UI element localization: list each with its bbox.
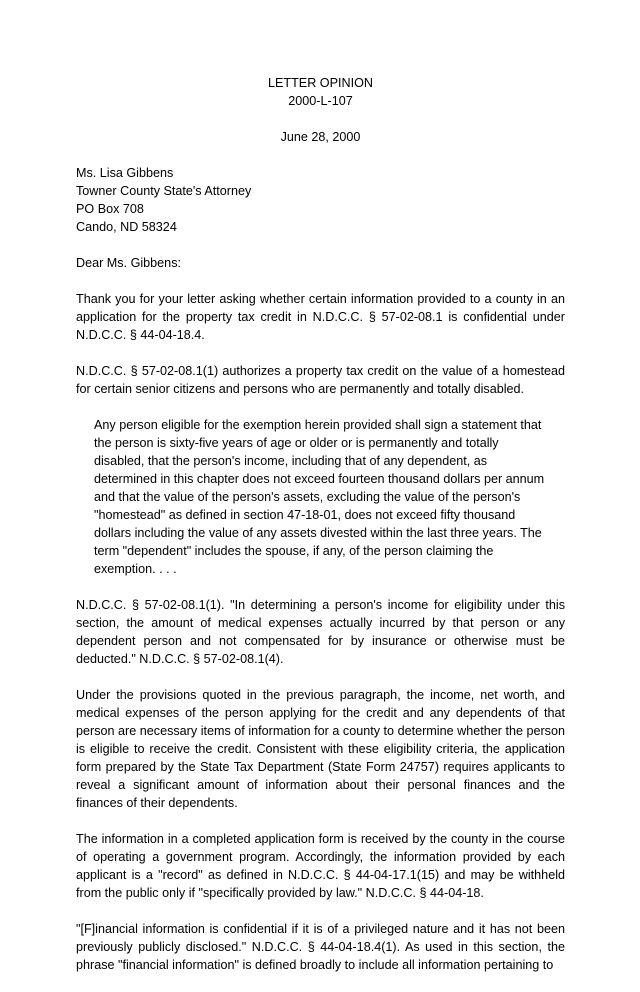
paragraph-intro: Thank you for your letter asking whether certain information provided to a county in an application for the property tax credit in N.D.C.C. § 57-02-08.1 is confidential under N.D.C.C. § 44-04-18.4. [76,292,565,342]
recipient-city: Cando, ND 58324 [76,220,177,234]
recipient-po-box: PO Box 708 [76,202,144,216]
opinion-number: 2000-L-107 [288,94,353,108]
paragraph-provisions: Under the provisions quoted in the previous paragraph, the income, net worth, and medical expenses of the person applying for the credit and any dependents of that person are necessary items of information for a county to determine whether the person is eligible to receive the credit. Consistent with these eligibility criteria, the application form prepared by the State Tax Department (State Form 24757) requires applicants to reveal a significant amount of information about their personal finances and the finances of their dependents. [76,688,565,810]
recipient-name: Ms. Lisa Gibbens [76,166,174,180]
paragraph-income: N.D.C.C. § 57-02-08.1(1). "In determining a person's income for eligibility under this section, the amount of medical expenses actually incurred by that person or any dependent person and not compensated for by insurance or otherwise must be deducted." N.D.C.C. § 57-02-08.1(4). [76,598,565,666]
paragraph-record: The information in a completed application form is received by the county in the course of operating a government program. Accordingly, the information provided by each applicant is a "record" as defined in N.D.C.C. § 44-04-17.1(15) and may be withheld from the public only if "specifically provided by law." N.D.C.C. § 44-04-18. [76,832,565,900]
letter-page [76,74,565,992]
letter-title: LETTER OPINION [268,76,373,90]
letter-date: June 28, 2000 [280,130,361,144]
letter-heading [76,74,565,110]
paragraph-statute: N.D.C.C. § 57-02-08.1(1) authorizes a property tax credit on the value of a homestead for certain senior citizens and persons who are permanently and totally disabled. [76,364,565,396]
paragraph-financial: "[F]inancial information is confidential if it is of a privileged nature and it has not been previously publicly disclosed." N.D.C.C. § 44-04-18.4(1). As used in this section, the phrase "financial information" is defined broadly to include all information pertaining to [76,922,565,972]
salutation: Dear Ms. Gibbens: [76,256,181,270]
recipient-title: Towner County State's Attorney [76,184,252,198]
recipient-address [76,164,565,236]
block-quote: Any person eligible for the exemption herein provided shall sign a statement that the person is sixty-five years of age or older or is permanently and totally disabled, that the person's income, including that of any dependent, as determined in this chapter does not exceed fourteen thousand dollars per annum and that the value of the person's assets, excluding the value of the person's "homestead" as defined in section 47-18-01, does not exceed fifty thousand dollars including the value of any assets divested within the last three years. The term "dependent" includes the spouse, if any, of the person claiming the exemption. . . . [94,418,545,576]
